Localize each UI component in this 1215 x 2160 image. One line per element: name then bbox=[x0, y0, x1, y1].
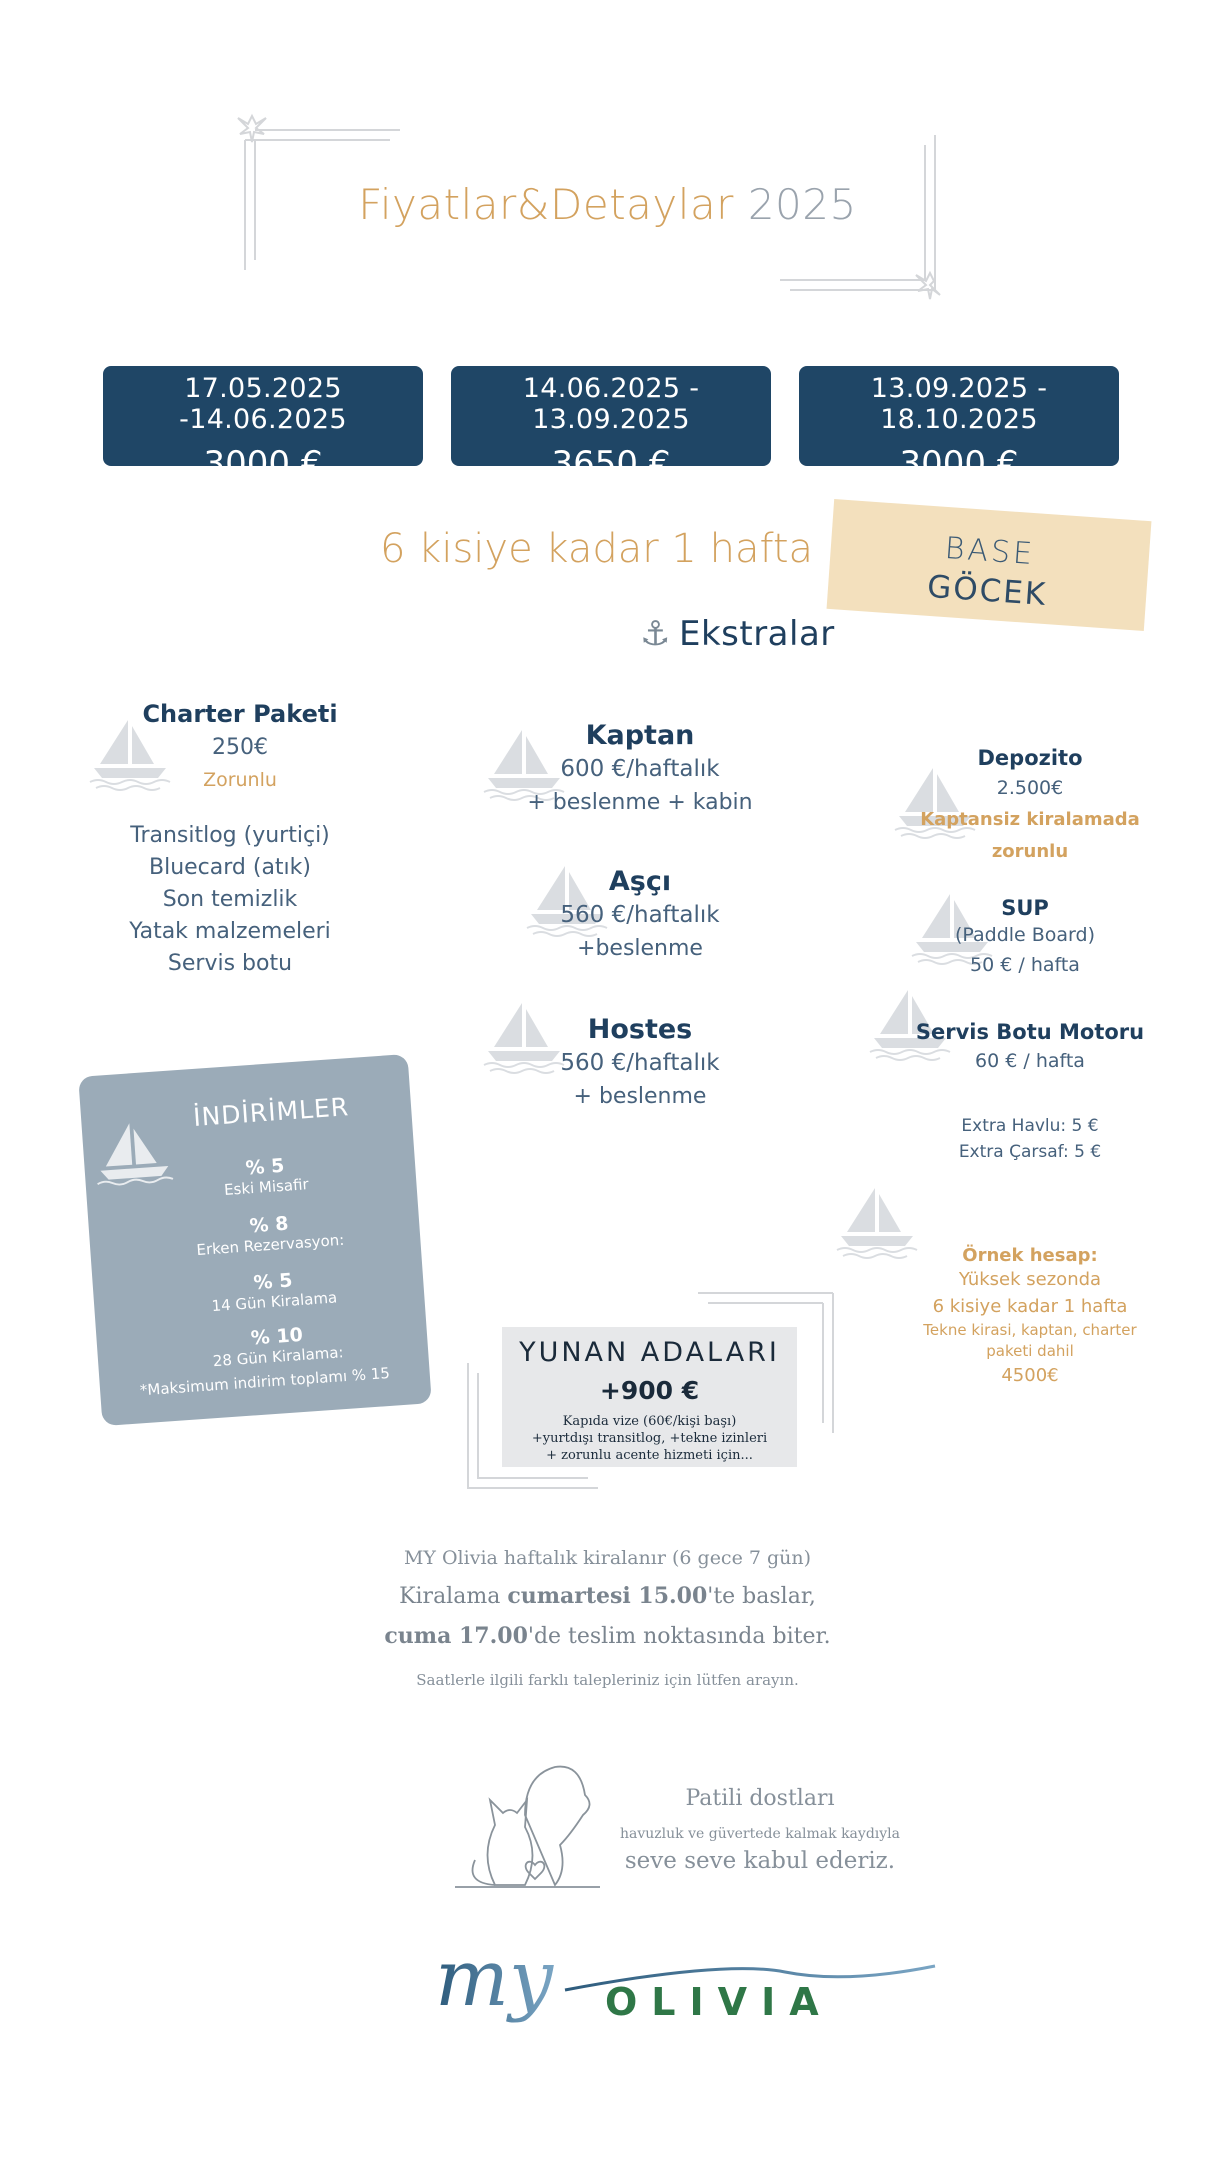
period-dates: 17.05.2025 -14.06.2025 bbox=[179, 373, 347, 435]
rental-line-4: Saatlerle ilgili farklı talepleriniz için lütfen arayın. bbox=[416, 1671, 799, 1689]
charter-price: 250€ bbox=[212, 735, 268, 760]
rental-line-1: MY Olivia haftalık kiralanır (6 gece 7 gün) bbox=[403, 1547, 812, 1569]
greek-note-line: Kapıda vize (60€/kişi başı) bbox=[562, 1414, 737, 1429]
discount-label: 14 Gün Kiralama bbox=[210, 1288, 338, 1316]
logo-olivia-text: OLIVIA bbox=[605, 1980, 833, 2024]
sup-extra bbox=[930, 896, 1120, 980]
discounts-card bbox=[78, 1054, 432, 1426]
rental-line-2 bbox=[0, 1583, 1215, 1609]
service-motor-title: Servis Botu Motoru bbox=[915, 1020, 1145, 1044]
extras-heading bbox=[640, 614, 835, 654]
base-badge bbox=[827, 499, 1152, 631]
example-calculation bbox=[900, 1245, 1160, 1389]
rental-text: 'de teslim noktasında biter. bbox=[527, 1624, 831, 1649]
captain-note: + beslenme + kabin bbox=[527, 790, 753, 815]
period-price: 3650 € bbox=[551, 444, 671, 484]
hostess-extra bbox=[510, 1014, 770, 1113]
rental-start-time: cumartesi 15.00 bbox=[507, 1583, 708, 1609]
charter-required: Zorunlu bbox=[203, 769, 277, 791]
sup-subtitle: (Paddle Board) bbox=[954, 924, 1096, 946]
greek-note-line: + zorunlu acente hizmeti için... bbox=[546, 1448, 753, 1463]
example-total: 4500€ bbox=[1001, 1365, 1059, 1386]
example-line: paketi dahil bbox=[986, 1342, 1074, 1360]
rental-text: Kiralama bbox=[399, 1584, 508, 1609]
period-card-2 bbox=[451, 366, 771, 484]
charter-item: Transitlog (yurtiçi) bbox=[130, 823, 330, 848]
logo-script: my bbox=[435, 1934, 554, 2024]
greek-note bbox=[502, 1413, 797, 1464]
pets-welcome: seve seve kabul ederiz. bbox=[624, 1848, 896, 1874]
service-motor-extra bbox=[910, 1020, 1150, 1078]
discount-percent: % 8 bbox=[248, 1212, 290, 1238]
hostess-title: Hostes bbox=[587, 1014, 693, 1045]
period-card-1 bbox=[103, 366, 423, 484]
cook-note: +beslenme bbox=[577, 936, 703, 961]
page-title-year: 2025 bbox=[747, 180, 857, 229]
greek-islands-box bbox=[502, 1327, 797, 1467]
anchor-icon: ⚓ bbox=[640, 614, 671, 654]
sup-title: SUP bbox=[1001, 896, 1049, 920]
period-dates: 13.09.2025 - 18.10.2025 bbox=[870, 373, 1048, 435]
greek-note-line: +yurtdışı transitlog, +tekne izinleri bbox=[531, 1431, 768, 1446]
example-line: Tekne kirasi, kaptan, charter bbox=[923, 1321, 1137, 1339]
period-price: 3000 € bbox=[203, 444, 323, 484]
discount-label: Erken Rezervasyon: bbox=[195, 1230, 345, 1260]
charter-item: Bluecard (atık) bbox=[148, 855, 311, 880]
discount-item bbox=[143, 1262, 405, 1320]
hostess-price: 560 €/haftalık bbox=[560, 1050, 720, 1076]
service-motor-price: 60 € / hafta bbox=[975, 1050, 1085, 1072]
deposit-price: 2.500€ bbox=[996, 777, 1064, 799]
example-line: 6 kisiye kadar 1 hafta bbox=[932, 1296, 1128, 1317]
discount-percent: % 5 bbox=[252, 1269, 294, 1295]
towel-extra: Extra Havlu: 5 € bbox=[961, 1116, 1099, 1136]
charter-items bbox=[110, 820, 350, 980]
charter-package bbox=[140, 700, 340, 796]
charter-title: Charter Paketi bbox=[142, 700, 338, 728]
discount-item bbox=[139, 1205, 401, 1263]
example-line: Yüksek sezonda bbox=[958, 1269, 1102, 1290]
capacity-text: 6 kisiye kadar 1 hafta bbox=[380, 526, 814, 572]
captain-price: 600 €/haftalık bbox=[560, 756, 720, 782]
cook-price: 560 €/haftalık bbox=[560, 902, 720, 928]
base-location: GÖCEK bbox=[926, 568, 1049, 614]
pets-condition: havuzluk ve güvertede kalmak kaydıyla bbox=[620, 1826, 900, 1842]
captain-title: Kaptan bbox=[585, 720, 695, 751]
page-title-text: Fiyatlar&Detaylar bbox=[358, 180, 734, 229]
cat-dog-icon bbox=[455, 1755, 605, 1895]
rental-end-time: cuma 17.00 bbox=[384, 1623, 528, 1649]
page-title bbox=[0, 180, 1215, 229]
captain-extra bbox=[510, 720, 770, 819]
discount-label: 28 Gün Kiralama: bbox=[212, 1343, 345, 1371]
example-title: Örnek hesap: bbox=[962, 1245, 1098, 1266]
sup-price: 50 € / hafta bbox=[970, 954, 1080, 976]
discounts-note: *Maksimum indirim toplamı % 15 bbox=[139, 1363, 391, 1400]
hostess-note: + beslenme bbox=[573, 1084, 707, 1109]
pets-title: Patili dostları bbox=[685, 1786, 835, 1811]
charter-item: Servis botu bbox=[167, 951, 293, 976]
charter-item: Yatak malzemeleri bbox=[129, 919, 331, 944]
rental-text: 'te baslar, bbox=[707, 1584, 816, 1609]
cook-extra bbox=[510, 866, 770, 965]
deposit-extra bbox=[880, 746, 1180, 868]
greek-price: +900 € bbox=[599, 1376, 700, 1405]
discount-percent: % 5 bbox=[244, 1154, 286, 1180]
base-label: BASE bbox=[943, 530, 1037, 573]
discount-label: Eski Misafir bbox=[223, 1175, 310, 1200]
cook-title: Aşçı bbox=[608, 866, 672, 897]
discounts-title: İNDİRİMLER bbox=[192, 1092, 350, 1132]
sheet-extra: Extra Çarsaf: 5 € bbox=[958, 1142, 1102, 1162]
period-card-3 bbox=[799, 366, 1119, 484]
linen-extras bbox=[915, 1113, 1145, 1165]
discount-percent: % 10 bbox=[250, 1323, 304, 1350]
greek-title: YUNAN ADALARI bbox=[519, 1337, 780, 1368]
period-price: 3000 € bbox=[899, 444, 1019, 484]
deposit-note: Kaptansiz kiralamada zorunlu bbox=[920, 809, 1140, 862]
period-dates: 14.06.2025 - 13.09.2025 bbox=[522, 373, 700, 435]
extras-title: Ekstralar bbox=[678, 614, 835, 654]
charter-item: Son temizlik bbox=[162, 887, 298, 912]
deposit-title: Depozito bbox=[977, 746, 1083, 770]
rental-line-3 bbox=[0, 1623, 1215, 1649]
